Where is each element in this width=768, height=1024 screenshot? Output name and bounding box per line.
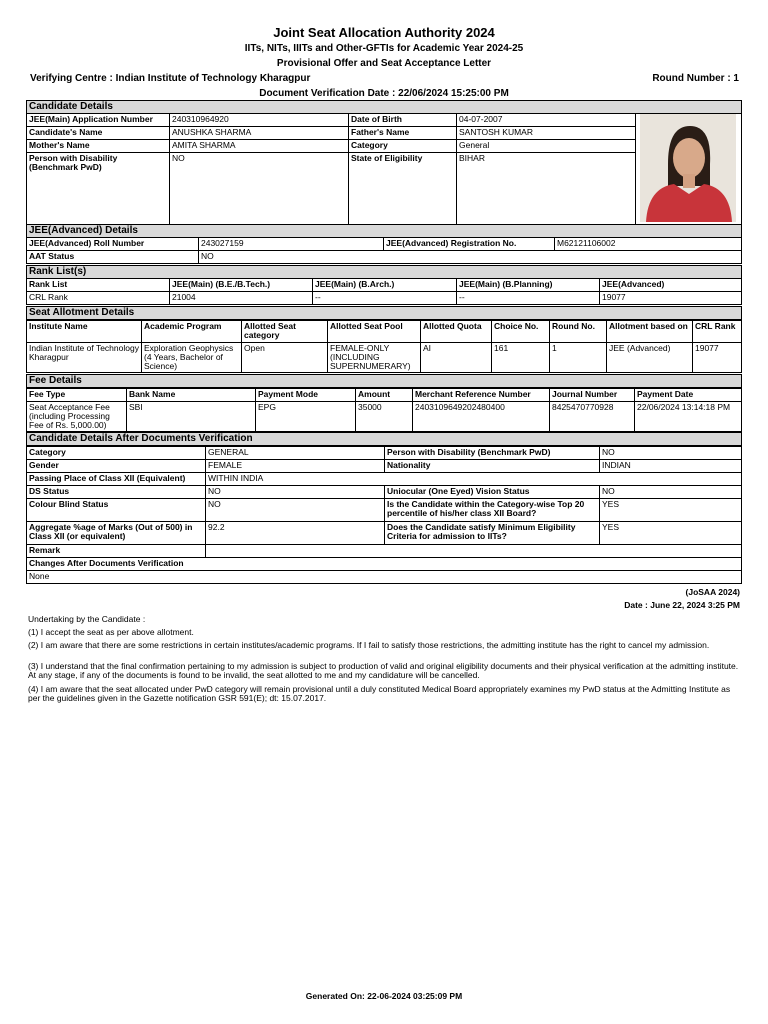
value-adv-roll: 243027159 [198,237,384,251]
rank-cell: 19077 [599,291,742,305]
seat-cell: Indian Institute of Technology Kharagpur [26,342,142,373]
fee-header: Bank Name [126,388,256,402]
seat-header: Institute Name [26,320,142,343]
label-uniocular: Uniocular (One Eyed) Vision Status [384,485,600,499]
seat-cell: AI [420,342,492,373]
candidate-photo [640,114,736,222]
value-app-no: 240310964920 [169,113,349,127]
seat-header: CRL Rank [692,320,742,343]
seat-cell: FEMALE-ONLY (INCLUDING SUPERNUMERARY) [327,342,421,373]
section-jee-advanced: JEE(Advanced) Details [26,224,742,238]
undertaking-point: (2) I am aware that there are some restrictions in certain institutes/academic programs. If I fail to satisfy those restrictions, the admitting institute has the right to cancel my admission. [28,640,710,650]
section-candidate-details: Candidate Details [26,100,742,114]
value-uniocular: NO [599,485,742,499]
label-after-pwd: Person with Disability (Benchmark PwD) [384,446,600,460]
fee-cell: 8425470770928 [549,401,635,432]
verifying-centre: Verifying Centre : Indian Institute of Technology Kharagpur [30,73,311,84]
label-category: Category [348,139,457,153]
undertaking-point: (4) I am aware that the seat allocated under PwD category will remain provisional until a duly constituted Medical Board appropriately examines my PwD status at the Admitting Institute as per the guidelines given in the Gazette notification GSR 591(E); dt: 15.07.2017. [28,684,731,703]
rank-header: JEE(Main) (B.E./B.Tech.) [169,278,313,292]
rank-header: JEE(Main) (B.Arch.) [312,278,457,292]
label-name: Candidate's Name [26,126,170,140]
label-dob: Date of Birth [348,113,457,127]
fee-header: Fee Type [26,388,127,402]
label-adv-roll: JEE(Advanced) Roll Number [26,237,199,251]
label-adv-reg: JEE(Advanced) Registration No. [383,237,555,251]
seat-header: Choice No. [491,320,550,343]
value-colour-blind: NO [205,498,385,522]
value-dob: 04-07-2007 [456,113,636,127]
fee-cell: EPG [255,401,356,432]
rank-header: JEE(Main) (B.Planning) [456,278,600,292]
undertaking-point: (3) I understand that the final confirmation pertaining to my admission is subject to production of valid and original eligibility documents and their physical verification at the admitting institute. At any stage, if any of the documents is found to be invalid, the seat allotted to me and my candidature will be cancelled. [28,661,739,680]
label-gender: Gender [26,459,206,473]
generated-on: Generated On: 22-06-2024 03:25:09 PM [305,991,463,1001]
seat-cell: Exploration Geophysics (4 Years, Bachelor of Science) [141,342,242,373]
seat-cell: 161 [491,342,550,373]
seat-header: Allotment based on [606,320,693,343]
issue-date: Date : June 22, 2024 3:25 PM [624,600,740,610]
value-state: BIHAR [456,152,636,225]
fee-header: Payment Date [634,388,742,402]
document-subtitle: IITs, NITs, IIITs and Other-GFTIs for Academic Year 2024-25 [244,43,524,54]
value-mother: AMITA SHARMA [169,139,349,153]
fee-cell: 22/06/2024 13:14:18 PM [634,401,742,432]
value-changes: None [26,570,742,584]
seat-cell: 1 [549,342,607,373]
fee-header: Payment Mode [255,388,356,402]
rank-cell: 21004 [169,291,313,305]
seat-cell: JEE (Advanced) [606,342,693,373]
seat-header: Allotted Seat Pool [327,320,421,343]
josaa-tag: (JoSAA 2024) [685,587,740,597]
value-category: General [456,139,636,153]
label-marks: Aggregate %age of Marks (Out of 500) in Class XII (or equivalent) [26,521,206,545]
undertaking-title: Undertaking by the Candidate : [28,614,146,624]
section-fee-details: Fee Details [26,374,742,388]
label-colour-blind: Colour Blind Status [26,498,206,522]
label-top20: Is the Candidate within the Category-wise Top 20 percentile of his/her class XII Board? [384,498,600,522]
value-name: ANUSHKA SHARMA [169,126,349,140]
value-marks: 92.2 [205,521,385,545]
value-aat: NO [198,250,742,264]
fee-cell: 2403109649202480400 [412,401,550,432]
value-gender: FEMALE [205,459,385,473]
rank-cell: -- [456,291,600,305]
rank-header: JEE(Advanced) [599,278,742,292]
letter-title: Provisional Offer and Seat Acceptance Letter [276,58,492,69]
label-criteria: Does the Candidate satisfy Minimum Eligibility Criteria for admission to IITs? [384,521,600,545]
label-state: State of Eligibility [348,152,457,225]
value-father: SANTOSH KUMAR [456,126,636,140]
label-remark: Remark [26,544,206,558]
label-app-no: JEE(Main) Application Number [26,113,170,127]
value-criteria: YES [599,521,742,545]
fee-header: Amount [355,388,413,402]
label-passing-place: Passing Place of Class XII (Equivalent) [26,472,206,486]
seat-cell: 19077 [692,342,742,373]
label-father: Father's Name [348,126,457,140]
seat-cell: Open [241,342,328,373]
section-after-verification: Candidate Details After Documents Verification [26,432,742,446]
seat-header: Academic Program [141,320,242,343]
fee-cell: Seat Acceptance Fee (including Processing Fee of Rs. 5,000.00) [26,401,127,432]
fee-cell: SBI [126,401,256,432]
doc-verification-date: Document Verification Date : 22/06/2024 15:25:00 PM [259,88,509,99]
label-changes: Changes After Documents Verification [26,557,742,571]
fee-header: Merchant Reference Number [412,388,550,402]
section-seat-allotment: Seat Allotment Details [26,306,742,320]
seat-header: Round No. [549,320,607,343]
value-after-pwd: NO [599,446,742,460]
label-ds-status: DS Status [26,485,206,499]
round-number: Round Number : 1 [652,73,739,84]
fee-header: Journal Number [549,388,635,402]
value-ds-status: NO [205,485,385,499]
label-pwd: Person with Disability (Benchmark PwD) [26,152,170,225]
rank-cell: -- [312,291,457,305]
fee-cell: 35000 [355,401,413,432]
value-remark [205,544,742,558]
label-after-category: Category [26,446,206,460]
undertaking-point: (1) I accept the seat as per above allotment. [28,627,194,637]
label-mother: Mother's Name [26,139,170,153]
value-adv-reg: M62121106002 [554,237,742,251]
value-nationality: INDIAN [599,459,742,473]
rank-header: Rank List [26,278,170,292]
seat-header: Allotted Seat category [241,320,328,343]
label-aat: AAT Status [26,250,199,264]
seat-header: Allotted Quota [420,320,492,343]
label-nationality: Nationality [384,459,600,473]
document-title: Joint Seat Allocation Authority 2024 [273,25,495,40]
value-passing-place: WITHIN INDIA [205,472,742,486]
value-after-category: GENERAL [205,446,385,460]
value-top20: YES [599,498,742,522]
value-pwd: NO [169,152,349,225]
rank-cell: CRL Rank [26,291,170,305]
section-rank-list: Rank List(s) [26,265,742,279]
